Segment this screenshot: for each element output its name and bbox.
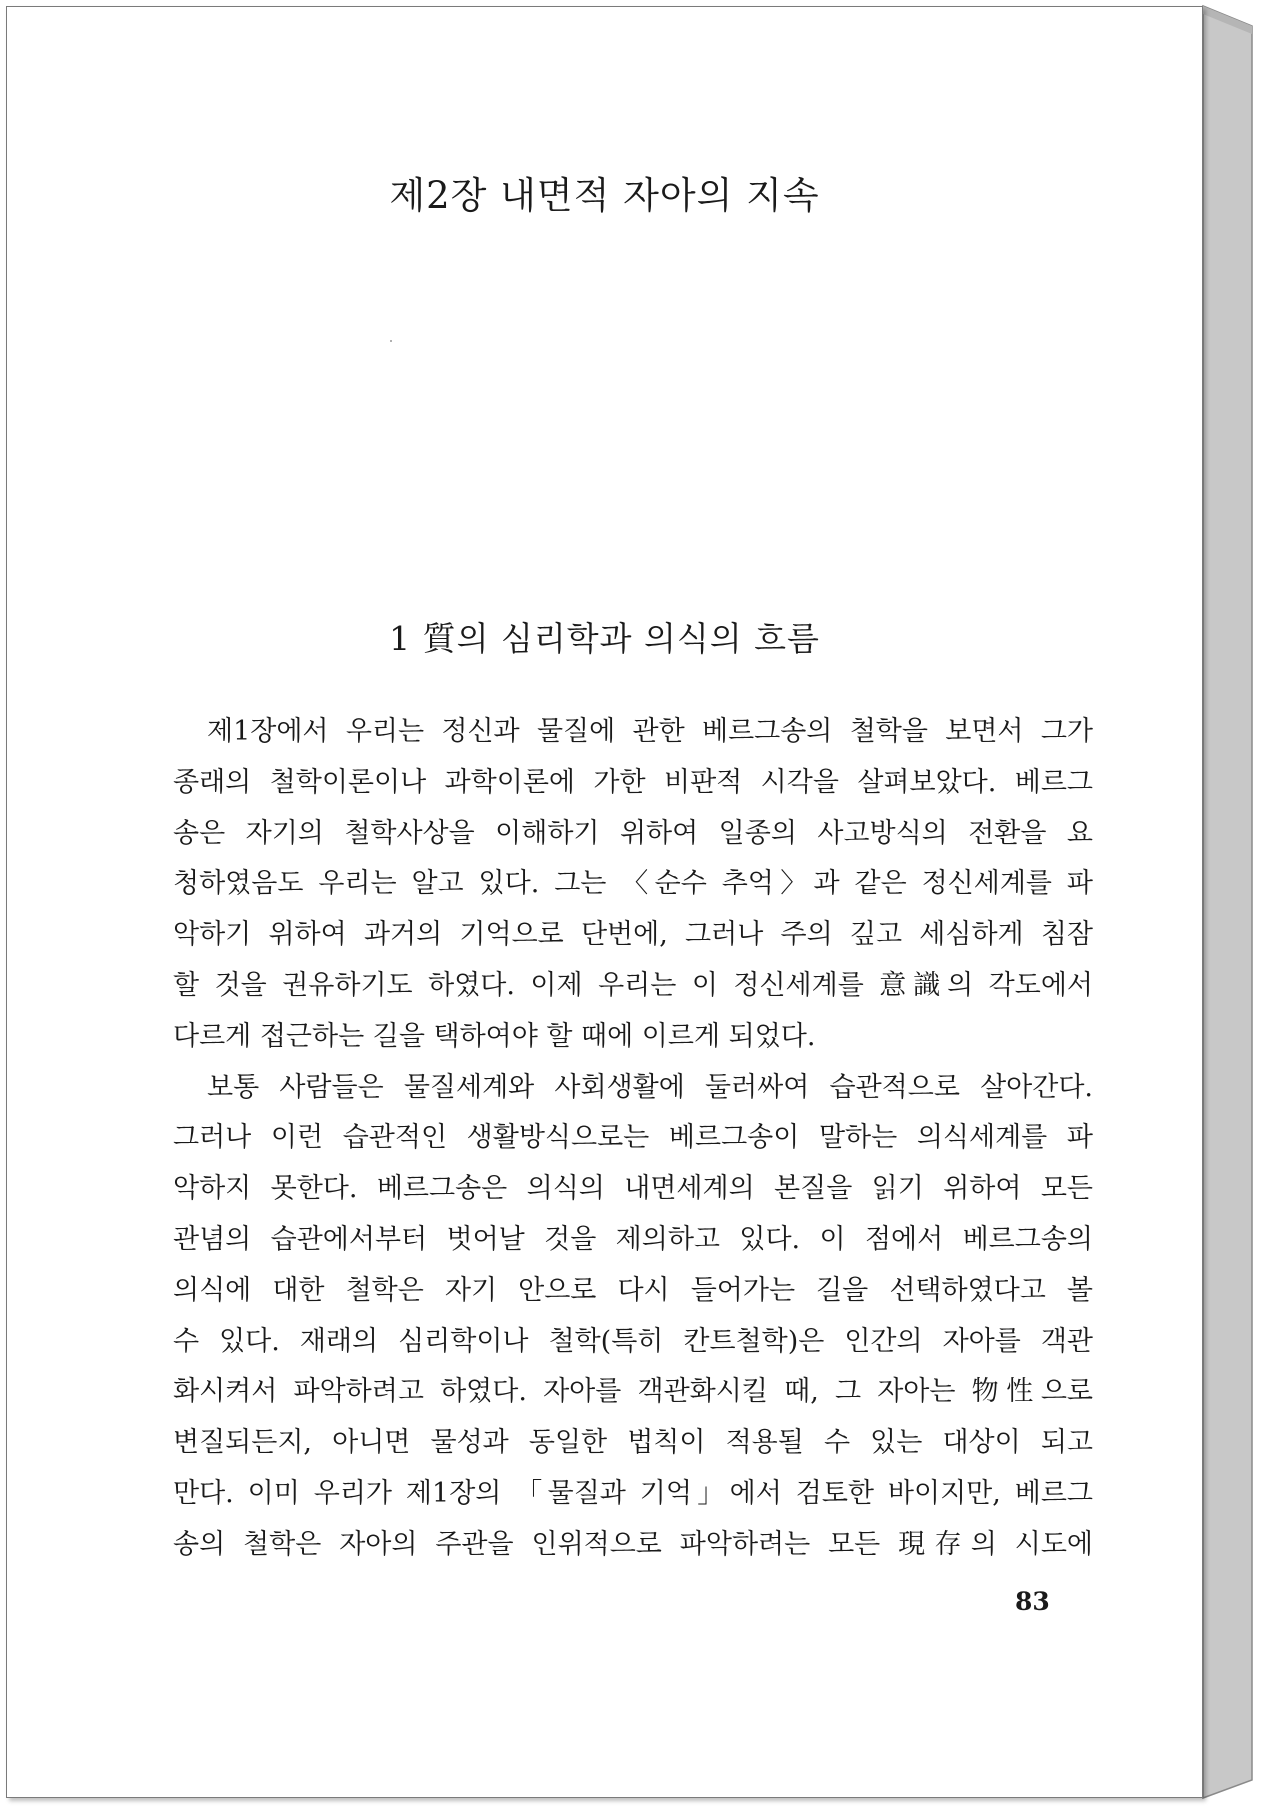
- chapter-title: 제2장 내면적 자아의 지속: [389, 174, 820, 217]
- text-line: 할 것을 권유하기도 하였다. 이제 우리는 이 정신세계를 意識의 각도에서: [173, 969, 1093, 1001]
- text-line: 다르게 접근하는 길을 택하여야 할 때에 이르게 되었다.: [173, 1020, 816, 1052]
- text-line: 제1장에서 우리는 정신과 물질에 관한 베르그송의 철학을 보면서 그가: [207, 716, 1093, 747]
- paragraph-2: [173, 1063, 1093, 1571]
- document-page: [6, 6, 1203, 1798]
- text-line: 악하지 못한다. 베르그송은 의식의 내면세계의 본질을 읽기 위하여 모든: [173, 1173, 1093, 1205]
- text-line: 악하기 위하여 과거의 기억으로 단번에, 그러나 주의 깊고 세심하게 침잠: [173, 919, 1093, 951]
- scan-speck: [390, 340, 392, 342]
- text-line: 보통 사람들은 물질세계와 사회생활에 둘러싸여 습관적으로 살아간다.: [207, 1071, 1093, 1103]
- text-line: 송의 철학은 자아의 주관을 인위적으로 파악하려는 모든 現存의 시도에: [173, 1528, 1093, 1560]
- paragraph-1: [173, 707, 1093, 1063]
- text-line: 그러나 이런 습관적인 생활방식으로는 베르그송이 말하는 의식세계를 파: [173, 1122, 1093, 1154]
- text-line: 수 있다. 재래의 심리학이나 철학(특히 칸트철학)은 인간의 자아를 객관: [173, 1325, 1093, 1357]
- section-title: 1 質의 심리학과 의식의 흐름: [389, 619, 820, 658]
- body-text: [173, 707, 1093, 1571]
- text-line: 청하였음도 우리는 알고 있다. 그는 〈순수 추억〉과 같은 정신세계를 파: [173, 868, 1093, 900]
- text-line: 송은 자기의 철학사상을 이해하기 위하여 일종의 사고방식의 전환을 요: [173, 817, 1093, 849]
- text-line: 만다. 이미 우리가 제1장의 「물질과 기억」에서 검토한 바이지만, 베르그: [173, 1477, 1093, 1509]
- text-line: 관념의 습관에서부터 벗어날 것을 제의하고 있다. 이 점에서 베르그송의: [173, 1223, 1093, 1255]
- page-number: 83: [1015, 1587, 1050, 1616]
- text-line: 종래의 철학이론이나 과학이론에 가한 비판적 시각을 살펴보았다. 베르그: [173, 766, 1093, 798]
- text-line: 화시켜서 파악하려고 하였다. 자아를 객관화시킬 때, 그 자아는 物性으로: [173, 1376, 1093, 1408]
- text-line: 의식에 대한 철학은 자기 안으로 다시 들어가는 길을 선택하였다고 볼: [173, 1274, 1093, 1306]
- text-line: 변질되든지, 아니면 물성과 동일한 법칙이 적용될 수 있는 대상이 되고: [173, 1427, 1093, 1459]
